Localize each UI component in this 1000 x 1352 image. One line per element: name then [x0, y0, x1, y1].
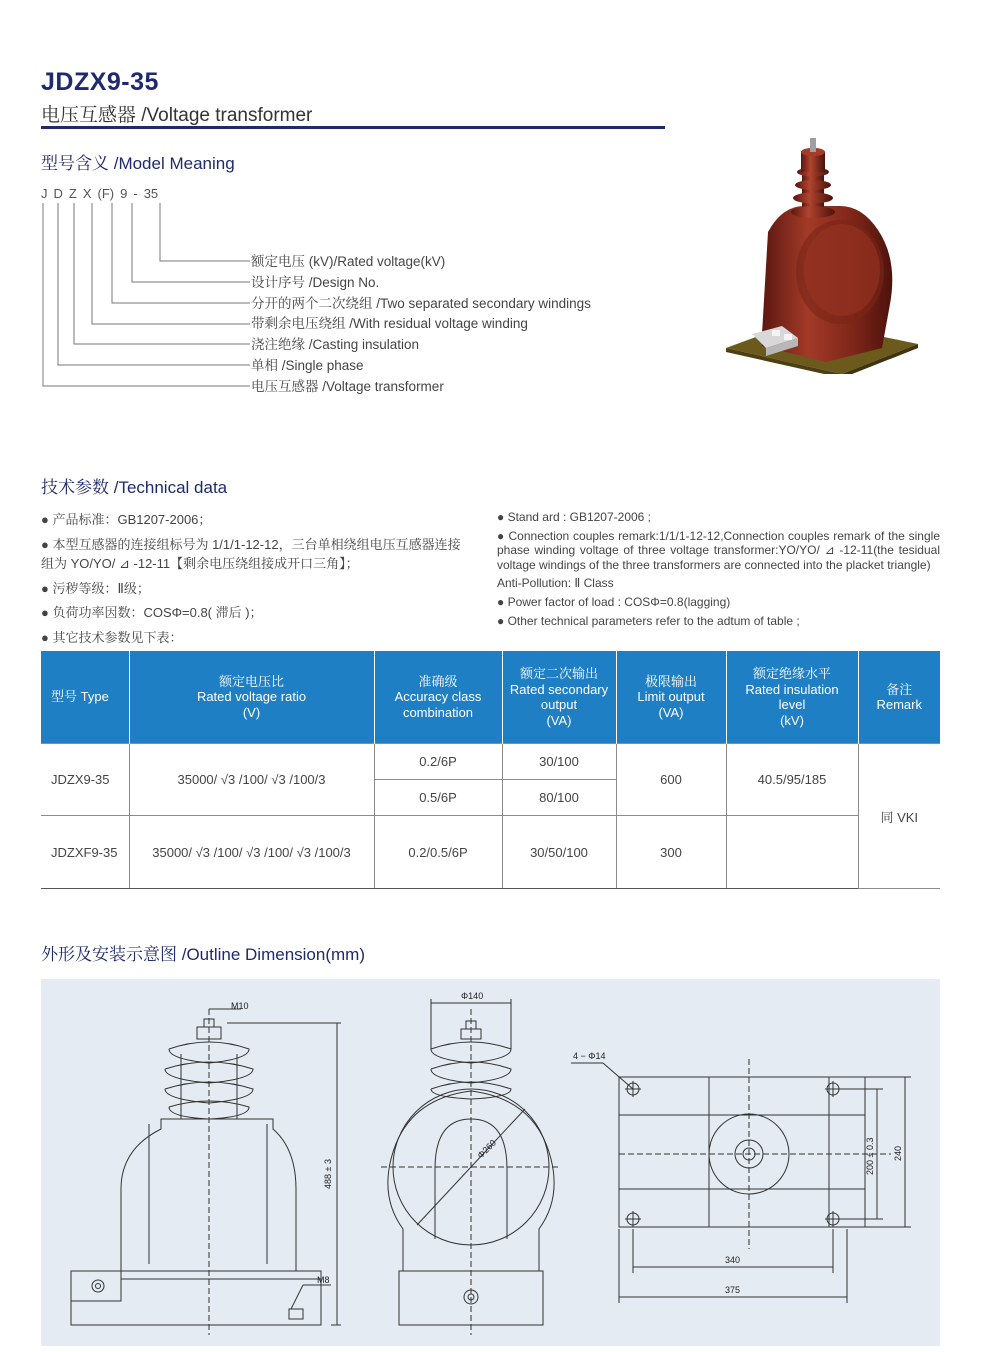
label-height-240: 240 [893, 1145, 903, 1161]
col-header-type: 型号 Type [41, 651, 129, 744]
meaning-item: 带剩余电压绕组 /With residual voltage winding [251, 316, 528, 332]
label-height-488: 488 ± 3 [323, 1159, 333, 1189]
page-subtitle: 电压互感器 /Voltage transformer [41, 105, 313, 126]
cell-insulation: 40.5/95/185 [726, 744, 858, 816]
model-code-connectors [38, 203, 253, 393]
code-letter: Z [68, 186, 77, 201]
outline-heading: 外形及安装示意图 /Outline Dimension(mm) [41, 945, 365, 964]
meaning-item: 单相 /Single phase [251, 357, 364, 373]
tech-note: ● Other technical parameters refer to the adtum of table ; [497, 614, 800, 629]
model-code [41, 186, 164, 201]
col-header-remark: 备注 Remark [858, 651, 940, 744]
cell-accuracy: 0.2/6P [374, 744, 502, 780]
model-meaning-heading: 型号含义 /Model Meaning [41, 154, 235, 173]
cell-ratio: 35000/ √3 /100/ √3 /100/3 [129, 744, 374, 816]
cell-accuracy: 0.2/0.5/6P [374, 816, 502, 889]
label-height-200: 200 ± 0.3 [865, 1137, 875, 1175]
cell-type: JDZX9-35 [41, 744, 129, 816]
title-divider [41, 126, 665, 129]
technical-notes-cn [41, 510, 461, 652]
outline-drawings [41, 979, 940, 1346]
tech-note: ● Power factor of load : COSΦ=0.8(lagging) [497, 595, 731, 610]
tech-note: Anti-Pollution: Ⅱ Class [497, 575, 614, 590]
cell-limit: 300 [616, 816, 726, 889]
tech-note: ● 污秽等级：Ⅱ级； [41, 580, 150, 596]
col-header-limit-output: 极限输出 Limit output (VA) [616, 651, 726, 744]
label-holes: 4 − Φ14 [573, 1051, 606, 1061]
code-letter: D [53, 186, 63, 201]
tech-note: ● Connection couples remark:1/1/1-12-12,Connection couples remark of the single phase winding voltage of three voltage transformer:YO/YO/ ⊿ -12-11(the tesidual voltage windings of the three transformers are connected into the placket triangle) [497, 529, 940, 572]
cell-secondary: 30/50/100 [502, 816, 616, 889]
meaning-item: 电压互感器 /Voltage transformer [251, 378, 444, 394]
col-header-insulation: 额定绝缘水平 Rated insulation level (kV) [726, 651, 858, 744]
page-title: JDZX9-35 [41, 68, 159, 96]
tech-note: ● 其它技术参数见下表： [41, 629, 183, 645]
meaning-item: 浇注绝缘 /Casting insulation [251, 337, 420, 353]
top-view [571, 1059, 911, 1303]
code-letter: (F) [97, 186, 115, 201]
product-photo [722, 134, 922, 374]
label-diameter-260: Φ260 [475, 1137, 499, 1161]
label-m10: M10 [231, 1001, 249, 1011]
label-width-340: 340 [725, 1255, 741, 1265]
col-header-secondary-output: 额定二次输出 Rated secondary output (VA) [502, 651, 616, 744]
cell-limit: 600 [616, 744, 726, 816]
code-letter: 35 [143, 186, 159, 201]
cell-accuracy: 0.5/6P [374, 780, 502, 816]
code-letter: 9 [120, 186, 128, 201]
col-header-accuracy: 准确级 Accuracy class combination [374, 651, 502, 744]
side-view [71, 1009, 341, 1335]
cell-secondary: 30/100 [502, 744, 616, 780]
table-row [41, 744, 940, 780]
cell-remark: 同 VKI [858, 744, 940, 889]
cell-type: JDZXF9-35 [41, 816, 129, 889]
cell-insulation [726, 816, 858, 889]
cell-secondary: 80/100 [502, 780, 616, 816]
tech-note: ● 产品标准：GB1207-2006； [41, 512, 212, 527]
tech-note: ● 本型互感器的连接组标号为 1/1/1-12-12，三台单相绕组电压互感器连接组为 YO/YO/ ⊿ -12-11【剩余电压绕组接成开口三角】； [41, 536, 461, 571]
code-letter: X [82, 186, 92, 201]
label-width-375: 375 [725, 1285, 741, 1295]
tech-note: ● 负荷功率因数：COSΦ=0.8( 滞后 )； [41, 605, 263, 620]
code-letter: J [41, 186, 48, 201]
label-m8: M8 [317, 1275, 330, 1285]
meaning-item: 设计序号 /Design No. [251, 274, 380, 290]
spec-table [41, 651, 940, 889]
col-header-ratio: 额定电压比 Rated voltage ratio (V) [129, 651, 374, 744]
technical-notes-en [497, 510, 940, 633]
meaning-item: 分开的两个二次绕组 /Two separated secondary windings [251, 295, 591, 311]
tech-note: ● Stand ard : GB1207-2006 ; [497, 510, 652, 524]
technical-heading: 技术参数 /Technical data [41, 478, 228, 497]
outline-drawing-panel [41, 979, 940, 1346]
table-header-row [41, 651, 940, 744]
meaning-item: 额定电压 (kV)/Rated voltage(kV) [251, 254, 446, 269]
model-meaning-list [251, 252, 591, 398]
code-letter: - [133, 186, 138, 201]
label-diameter-140: Φ140 [461, 991, 484, 1001]
table-row [41, 816, 940, 889]
cell-ratio: 35000/ √3 /100/ √3 /100/ √3 /100/3 [129, 816, 374, 889]
front-view [381, 999, 561, 1335]
